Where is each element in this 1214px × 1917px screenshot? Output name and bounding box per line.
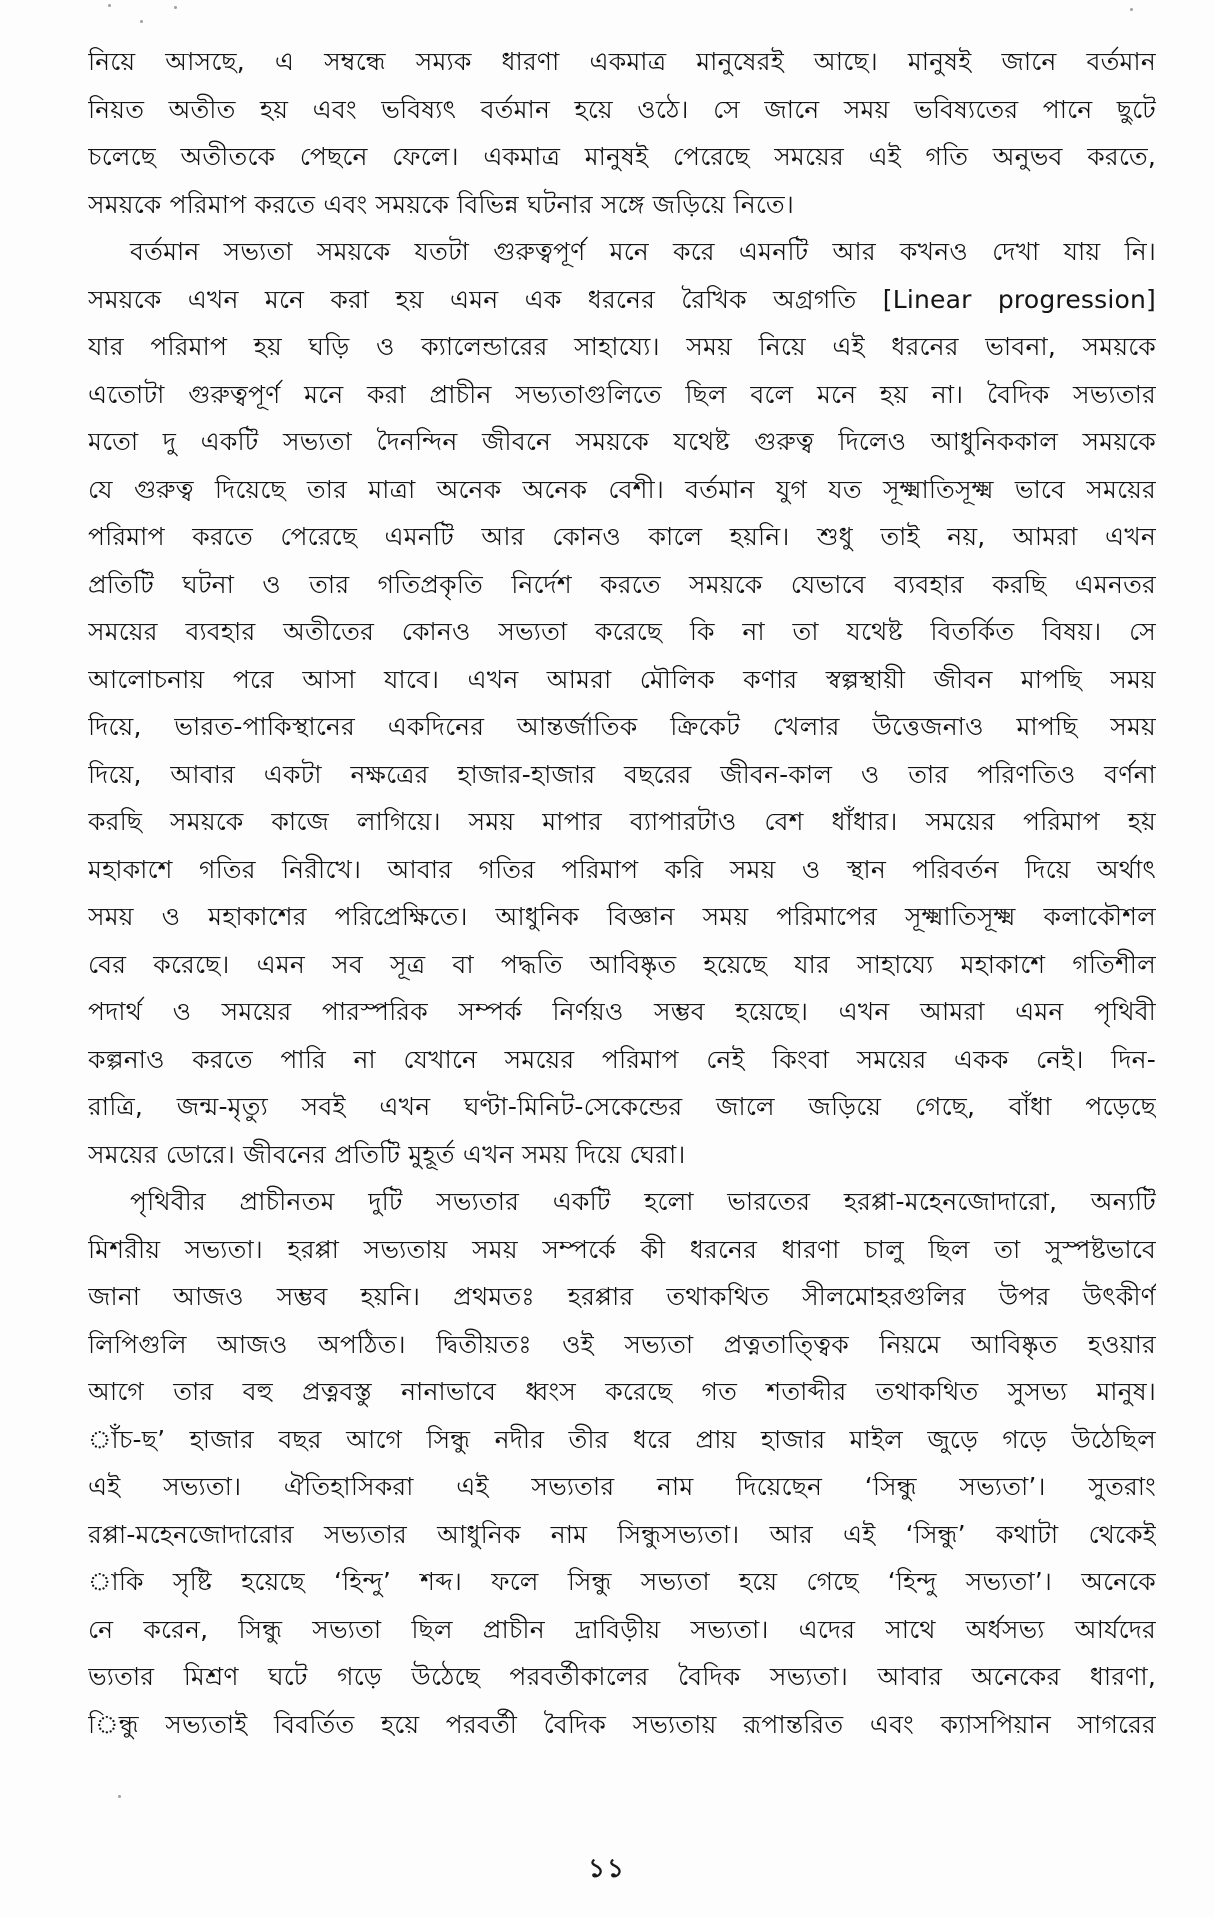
text-line: যার পরিমাপ হয় ঘড়ি ও ক্যালেন্ডারের সাহায্যে। সময় নিয়ে এই ধরনের ভাবনা, সময়কে <box>88 332 1156 361</box>
text-line: বর্তমান সভ্যতা সময়কে যতটা গুরুত্বপূর্ণ মনে করে এমনটি আর কখনও দেখা যায় নি। <box>130 237 1156 266</box>
text-line: চলেছে অতীতকে পেছনে ফেলে। একমাত্র মানুষই পেরেছে সময়ের এই গতি অনুভব করতে, <box>88 142 1156 171</box>
text-line: নিয়ে আসছে, এ সম্বন্ধে সম্যক ধারণা একমাত্র মানুষেরই আছে। মানুষই জানে বর্তমান <box>88 47 1156 76</box>
text-line: প্রতিটি ঘটনা ও তার গতিপ্রকৃতি নির্দেশ করতে সময়কে যেভাবে ব্যবহার করছি এমনতর <box>88 569 1156 599</box>
text-line: াঁচ-ছ’ হাজার বছর আগে সিন্ধু নদীর তীর ধরে প্রায় হাজার মাইল জুড়ে গড়ে উঠেছিল <box>88 1424 1156 1454</box>
scan-speck <box>108 4 111 7</box>
page-number: ১১ <box>588 1854 626 1884</box>
text-line: দিয়ে, ভারত-পাকিস্থানের একদিনের আন্তর্জাতিক ক্রিকেট খেলার উত্তেজনাও মাপছি সময় <box>88 712 1156 741</box>
scan-speck <box>140 20 143 23</box>
text-line: ভ্যতার মিশ্রণ ঘটে গড়ে উঠেছে পরবর্তীকালের বৈদিক সভ্যতা। আবার অনেকের ধারণা, <box>88 1662 1156 1691</box>
text-line: বের করেছে। এমন সব সূত্র বা পদ্ধতি আবিষ্কৃত হয়েছে যার সাহায্যে মহাকাশে গতিশীল <box>88 949 1156 979</box>
text-line: এই সভ্যতা। ঐতিহাসিকরা এই সভ্যতার নাম দিয়েছেন ‘সিন্ধু সভ্যতা’। সুতরাং <box>88 1472 1156 1501</box>
text-line: সময়ের ব্যবহার অতীতের কোনও সভ্যতা করেছে কি না তা যথেষ্ট বিতর্কিত বিষয়। সে <box>88 617 1156 646</box>
text-line: করছি সময়কে কাজে লাগিয়ে। সময় মাপার ব্যাপারটাও বেশ ধাঁধার। সময়ের পরিমাপ হয় <box>88 807 1156 836</box>
text-line: মহাকাশে গতির নিরীখে। আবার গতির পরিমাপ করি সময় ও স্থান পরিবর্তন দিয়ে অর্থাৎ <box>88 854 1156 884</box>
text-line: সময়কে পরিমাপ করতে এবং সময়কে বিভিন্ন ঘটনার সঙ্গে জড়িয়ে নিতে। <box>88 189 794 219</box>
text-line: িন্ধু সভ্যতাই বিবর্তিত হয়ে পরবর্তী বৈদিক সভ্যতায় রূপান্তরিত এবং ক্যাসপিয়ান সাগরের <box>88 1709 1156 1739</box>
text-line: সময় ও মহাকাশের পরিপ্রেক্ষিতে। আধুনিক বিজ্ঞান সময় পরিমাপের সূক্ষ্মাতিসূক্ষ্ম কলাকৌশল <box>88 902 1156 931</box>
body-text <box>88 38 1156 1748</box>
text-line: াকি সৃষ্টি হয়েছে ‘হিন্দু’ শব্দ। ফলে সিন্ধু সভ্যতা হয়ে গেছে ‘হিন্দু সভ্যতা’। অনেকে <box>88 1567 1156 1596</box>
text-line: নিয়ত অতীত হয় এবং ভবিষ্যৎ বর্তমান হয়ে ওঠে। সে জানে সময় ভবিষ্যতের পানে ছুটে <box>88 94 1156 124</box>
text-line: যে গুরুত্ব দিয়েছে তার মাত্রা অনেক অনেক বেশী। বর্তমান যুগ যত সূক্ষ্মাতিসূক্ষ্ম ভাবে সময়ের <box>88 474 1156 504</box>
paragraph-3 <box>88 1178 1156 1748</box>
text-line: সময়ের ডোরে। জীবনের প্রতিটি মুহূর্ত এখন সময় দিয়ে ঘেরা। <box>88 1139 686 1169</box>
text-line: সময়কে এখন মনে করা হয় এমন এক ধরনের রৈখিক অগ্রগতি [Linear progression] <box>88 284 1156 314</box>
text-line: এতোটা গুরুত্বপূর্ণ মনে করা প্রাচীন সভ্যতাগুলিতে ছিল বলে মনে হয় না। বৈদিক সভ্যতার <box>88 379 1156 409</box>
text-line: লিপিগুলি আজও অপঠিত। দ্বিতীয়তঃ ওই সভ্যতা প্রত্নতাত্ত্বিক নিয়মে আবিষ্কৃত হওয়ার <box>88 1329 1156 1359</box>
text-line: পদার্থ ও সময়ের পারস্পরিক সম্পর্ক নির্ণয়ও সম্ভব হয়েছে। এখন আমরা এমন পৃথিবী <box>88 997 1156 1026</box>
text-line: জানা আজও সম্ভব হয়নি। প্রথমতঃ হরপ্পার তথাকথিত সীলমোহরগুলির উপর উৎকীর্ণ <box>88 1282 1156 1311</box>
text-line: পরিমাপ করতে পেরেছে এমনটি আর কোনও কালে হয়নি। শুধু তাই নয়, আমরা এখন <box>88 522 1156 551</box>
text-line: পৃথিবীর প্রাচীনতম দুটি সভ্যতার একটি হলো ভারতের হরপ্পা-মহেনজোদারো, অন্যটি <box>130 1187 1156 1216</box>
text-line: আলোচনায় পরে আসা যাবে। এখন আমরা মৌলিক কণার স্বল্পস্থায়ী জীবন মাপছি সময় <box>88 664 1156 694</box>
text-line: দিয়ে, আবার একটা নক্ষত্রের হাজার-হাজার বছরের জীবন-কাল ও তার পরিণতিও বর্ণনা <box>88 759 1156 789</box>
scan-speck <box>1130 8 1133 11</box>
scan-speck <box>118 1795 121 1798</box>
text-line: আগে তার বহু প্রত্নবস্তু নানাভাবে ধ্বংস করেছে গত শতাব্দীর তথাকথিত সুসভ্য মানুষ। <box>88 1377 1156 1406</box>
text-line: রাত্রি, জন্ম-মৃত্যু সবই এখন ঘণ্টা-মিনিট-সেকেন্ডের জালে জড়িয়ে গেছে, বাঁধা পড়েছে <box>88 1092 1156 1121</box>
scan-speck <box>174 6 177 9</box>
paragraph-1 <box>88 38 1156 228</box>
text-line: মিশরীয় সভ্যতা। হরপ্পা সভ্যতায় সময় সম্পর্কে কী ধরনের ধারণা চালু ছিল তা সুস্পষ্টভাবে <box>88 1234 1156 1264</box>
text-line: রপ্পা-মহেনজোদারোর সভ্যতার আধুনিক নাম সিন্ধুসভ্যতা। আর এই ‘সিন্ধু’ কথাটা থেকেই <box>88 1519 1156 1549</box>
paragraph-2 <box>88 228 1156 1178</box>
text-line: মতো দু একটি সভ্যতা দৈনন্দিন জীবনে সময়কে যথেষ্ট গুরুত্ব দিলেও আধুনিককাল সময়কে <box>88 427 1156 456</box>
text-line: কল্পনাও করতে পারি না যেখানে সময়ের পরিমাপ নেই কিংবা সময়ের একক নেই। দিন- <box>88 1044 1156 1074</box>
text-line: নে করেন, সিন্ধু সভ্যতা ছিল প্রাচীন দ্রাবিড়ীয় সভ্যতা। এদের সাথে অর্ধসভ্য আর্যদের <box>88 1614 1156 1644</box>
